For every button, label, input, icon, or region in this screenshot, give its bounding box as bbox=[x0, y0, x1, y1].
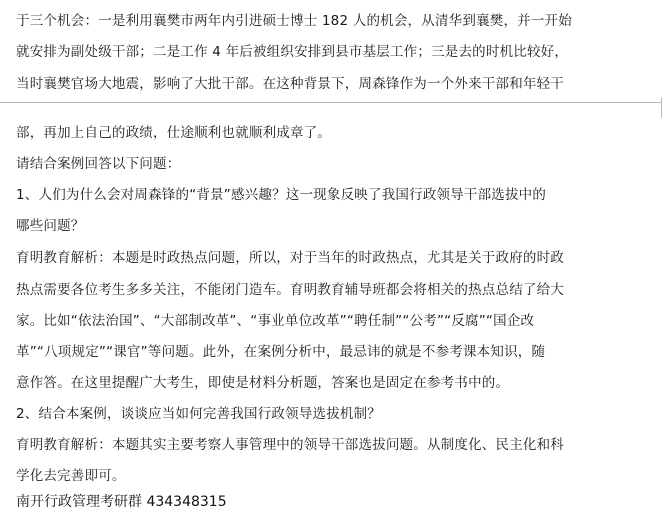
answer-1-line-3: 家。比如“依法治国”、“大部制改革”、“事业单位改革”“聘任制”“公考”“反腐”“国企改 bbox=[16, 313, 535, 329]
answer-2-line-2: 学化去完善即可。 bbox=[16, 468, 126, 484]
answer-1-line-2: 热点需要各位考生多多关注，不能闭门造车。育明教育辅导班都会将相关的热点总结了给大 bbox=[16, 282, 564, 298]
page-break-line bbox=[0, 102, 662, 103]
question-2: 2、结合本案例，谈谈应当如何完善我国行政领导选拔机制？ bbox=[16, 406, 381, 422]
question-1-line-2: 哪些问题？ bbox=[16, 218, 85, 234]
answer-2-line-1: 育明教育解析：本题其实主要考察人事管理中的领导干部选拔问题。从制度化、民主化和科 bbox=[16, 437, 564, 453]
paragraph-top-line-1: 于三个机会：一是利用襄樊市两年内引进硕士博士 182 人的机会，从清华到襄樊，并一开始 bbox=[16, 13, 572, 29]
paragraph-top-line-3: 当时襄樊官场大地震，影响了大批干部。在这种背景下，周森锋作为一个外来干部和年轻干 bbox=[16, 76, 564, 92]
answer-1-line-4: 革”“八项规定”“课官”等问题。此外，在案例分析中，最忌讳的就是不参考课本知识，随 bbox=[16, 344, 546, 360]
answer-1-line-1: 育明教育解析：本题是时政热点问题，所以，对于当年的时政热点，尤其是关于政府的时政 bbox=[16, 250, 564, 266]
study-group-footer: 南开行政管理考研群 434348315 bbox=[16, 494, 227, 510]
paragraph-continuation: 部，再加上自己的政绩，仕途顺利也就顺利成章了。 bbox=[16, 125, 332, 141]
question-1-line-1: 1、人们为什么会对周森锋的“背景”感兴趣？这一现象反映了我国行政领导干部选拔中的 bbox=[16, 187, 547, 203]
question-prompt: 请结合案例回答以下问题： bbox=[16, 156, 181, 172]
paragraph-top-line-2: 就安排为副处级干部；二是工作 4 年后被组织安排到县市基层工作；三是去的时机比较好， bbox=[16, 44, 569, 60]
answer-1-line-5: 意作答。在这里提醒广大考生，即使是材料分析题，答案也是固定在参考书中的。 bbox=[16, 375, 510, 391]
